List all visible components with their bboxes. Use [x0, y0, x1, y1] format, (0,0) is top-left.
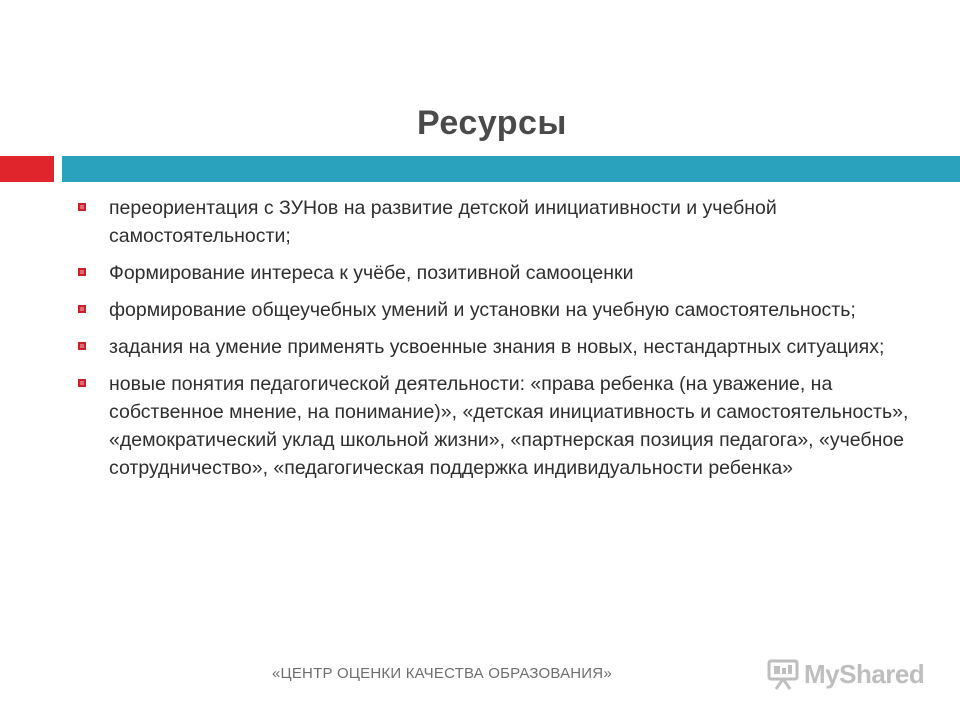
square-bullet-icon — [78, 305, 86, 313]
square-bullet-icon — [78, 203, 86, 211]
title-underline-teal-bar — [62, 156, 960, 182]
bullet-item — [78, 259, 928, 287]
bullet-text: переориентация с ЗУНов на развитие детской инициативности и учебной самостоятельности; — [109, 197, 777, 247]
myshared-watermark — [766, 656, 924, 692]
bullet-item — [78, 194, 928, 250]
bullet-item — [78, 370, 928, 482]
bullet-text: новые понятия педагогической деятельности: «права ребенка (на уважение, на собственное мнение, на понимание)», «детская инициативность и самостоятельность», «демократический уклад школьной жизни», «партнерская позиция педагога», «учебное сотрудничество», «педагогическая поддержка индивидуальности ребенка» — [109, 373, 909, 479]
square-bullet-icon — [78, 379, 86, 387]
bullet-item — [78, 296, 928, 324]
bullet-text: формирование общеучебных умений и установки на учебную самостоятельность; — [109, 299, 856, 321]
square-bullet-icon — [78, 268, 86, 276]
presentation-board-icon — [766, 657, 800, 691]
bullet-text: задания на умение применять усвоенные знания в новых, нестандартных ситуациях; — [109, 336, 885, 358]
title-underline-red-bar — [0, 156, 54, 182]
bullet-list — [78, 194, 928, 491]
bullet-item — [78, 333, 928, 361]
slide-title: Ресурсы — [417, 104, 567, 142]
bullet-text: Формирование интереса к учёбе, позитивной самооценки — [109, 262, 634, 284]
slide-footer: «ЦЕНТР ОЦЕНКИ КАЧЕСТВА ОБРАЗОВАНИЯ» — [272, 665, 612, 682]
watermark-text: MyShared — [804, 658, 925, 689]
square-bullet-icon — [78, 342, 86, 350]
